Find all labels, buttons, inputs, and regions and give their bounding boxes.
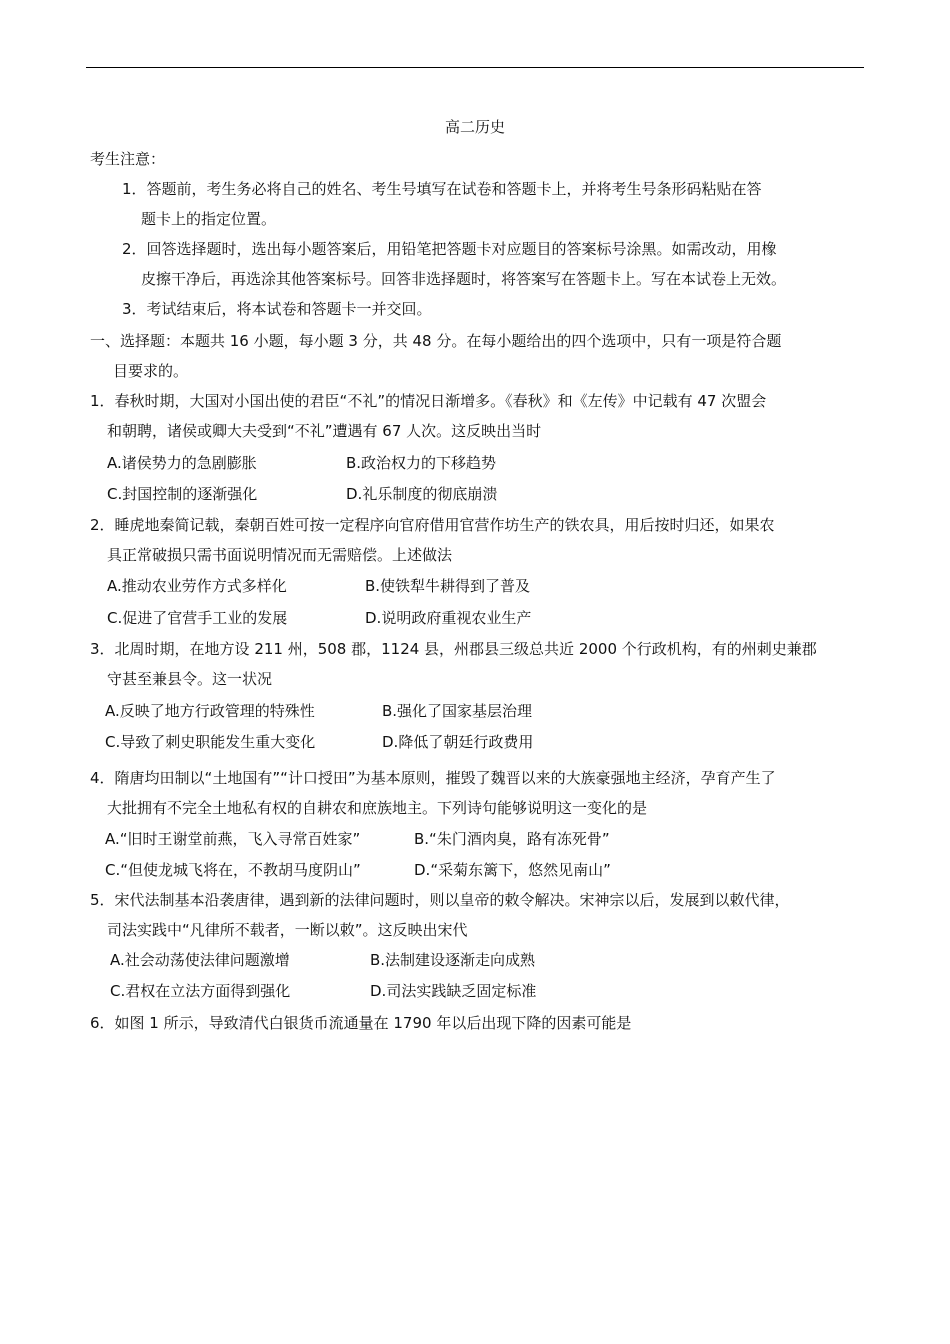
question-5-stem-line-1: 5．宋代法制基本沿袭唐律，遇到新的法律问题时，则以皇帝的敕令解决。宋神宗以后，发展到以敕代律， xyxy=(90,891,790,909)
question-2-option-d: D.说明政府重视农业生产 xyxy=(365,609,532,627)
notice-item-2-line-2: 皮擦干净后，再选涂其他答案标号。回答非选择题时，将答案写在答题卡上。写在本试卷上无效。 xyxy=(141,270,787,288)
question-3-option-d: D.降低了朝廷行政费用 xyxy=(382,733,534,751)
question-3-option-b: B.强化了国家基层治理 xyxy=(382,702,533,720)
question-4-option-b: B.“朱门酒肉臭，路有冻死骨” xyxy=(414,830,610,848)
question-5-option-b: B.法制建设逐渐走向成熟 xyxy=(370,951,536,969)
question-1-option-c: C.封国控制的逐渐强化 xyxy=(107,485,258,503)
question-4-option-a: A.“旧时王谢堂前燕，飞入寻常百姓家” xyxy=(105,830,361,848)
question-1-stem-line-2: 和朝聘，诸侯或卿大夫受到“不礼”遭遇有 67 人次。这反映出当时 xyxy=(107,422,542,440)
question-2-option-b: B.使铁犁牛耕得到了普及 xyxy=(365,577,531,595)
question-4-stem-line-2: 大批拥有不完全土地私有权的自耕农和庶族地主。下列诗句能够说明这一变化的是 xyxy=(107,799,648,817)
section-heading-line-2: 目要求的。 xyxy=(113,362,189,380)
exam-title: 高二历史 xyxy=(444,118,505,136)
question-2-stem-line-2: 具正常破损只需书面说明情况而无需赔偿。上述做法 xyxy=(107,546,453,564)
notice-heading: 考生注意： xyxy=(90,150,166,168)
question-3-option-a: A.反映了地方行政管理的特殊性 xyxy=(105,702,315,720)
notice-item-1-line-1: 1．答题前，考生务必将自己的姓名、考生号填写在试卷和答题卡上，并将考生号条形码粘贴在答 xyxy=(122,180,762,198)
section-heading-line-1: 一、选择题：本题共 16 小题，每小题 3 分，共 48 分。在每小题给出的四个选项中，只有一项是符合题 xyxy=(90,332,782,350)
question-5-stem-line-2: 司法实践中“凡律所不载者，一断以敕”。这反映出宋代 xyxy=(107,921,468,939)
question-6-stem-line-1: 6．如图 1 所示，导致清代白银货币流通量在 1790 年以后出现下降的因素可能是 xyxy=(90,1014,632,1032)
question-4-stem-line-1: 4．隋唐均田制以“土地国有”“计口授田”为基本原则，摧毁了魏晋以来的大族豪强地主经济，孕育产生了 xyxy=(90,769,776,787)
question-2-stem-line-1: 2．睡虎地秦简记载，秦朝百姓可按一定程序向官府借用官营作坊生产的铁农具，用后按时归还，如果农 xyxy=(90,516,775,534)
question-1-stem-line-1: 1．春秋时期，大国对小国出使的君臣“不礼”的情况日渐增多。《春秋》和《左传》中记载有 47 次盟会 xyxy=(90,392,767,410)
question-5-option-c: C.君权在立法方面得到强化 xyxy=(110,982,291,1000)
question-5-option-a: A.社会动荡使法律问题激增 xyxy=(110,951,290,969)
question-3-stem-line-1: 3．北周时期，在地方设 211 州，508 郡，1124 县，州郡县三级总共近 2000 个行政机构，有的州刺史兼郡 xyxy=(90,640,817,658)
question-2-option-a: A.推动农业劳作方式多样化 xyxy=(107,577,287,595)
notice-item-1-line-2: 题卡上的指定位置。 xyxy=(141,210,277,228)
question-2-option-c: C.促进了官营手工业的发展 xyxy=(107,609,288,627)
header-rule xyxy=(86,67,864,68)
question-4-option-d: D.“采菊东篱下，悠然见南山” xyxy=(414,861,611,879)
question-3-stem-line-2: 守甚至兼县令。这一状况 xyxy=(107,670,273,688)
notice-item-3-line-1: 3．考试结束后，将本试卷和答题卡一并交回。 xyxy=(122,300,432,318)
question-1-option-b: B.政治权力的下移趋势 xyxy=(346,454,497,472)
question-5-option-d: D.司法实践缺乏固定标准 xyxy=(370,982,537,1000)
question-1-option-a: A.诸侯势力的急剧膨胀 xyxy=(107,454,257,472)
question-1-option-d: D.礼乐制度的彻底崩溃 xyxy=(346,485,498,503)
question-3-option-c: C.导致了刺史职能发生重大变化 xyxy=(105,733,316,751)
notice-item-2-line-1: 2．回答选择题时，选出每小题答案后，用铅笔把答题卡对应题目的答案标号涂黑。如需改动，用橡 xyxy=(122,240,777,258)
question-4-option-c: C.“但使龙城飞将在，不教胡马度阴山” xyxy=(105,861,361,879)
